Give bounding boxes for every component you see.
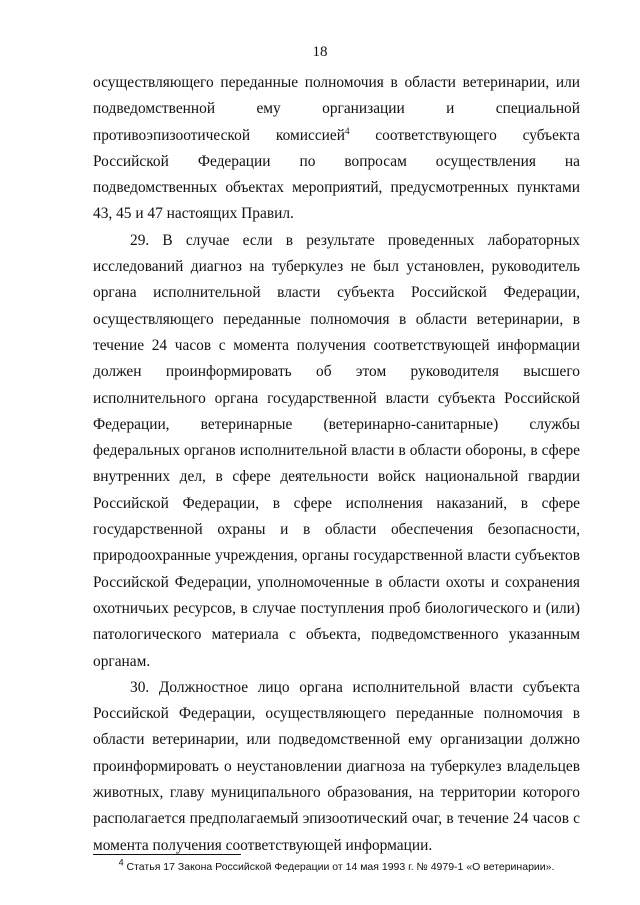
footnote (93, 857, 580, 874)
paragraph-continuation (93, 70, 580, 228)
footnote-mark: 4 (118, 857, 124, 868)
footnote-text: Статья 17 Закона Российской Федерации от 14 мая 1993 г. № 4979-1 «О ветеринарии». (123, 861, 555, 873)
footnote-divider (93, 854, 241, 855)
paragraph-30: 30. Должностное лицо органа исполнительной власти субъекта Российской Федерации, осуществляющего переданные полномочия в области ветеринарии, или подведомственной ему организации должно проинформировать о неустановлении диагноза на туберкулез владельцев животных, главу муниципального образования, на территории которого располагается предполагаемый эпизоотический очаг, в течение 24 часов с момента получения соответствующей информации. (93, 678, 580, 854)
paragraph-continuation-part-2: соответствующего субъекта Российской Федерации по вопросам осуществления на подведомственных объектах мероприятий, предусмотренных пунктами 43, 45 и 47 настоящих Правил. (93, 126, 580, 223)
footnote-reference: 4 (344, 125, 350, 136)
body-text (93, 70, 580, 859)
page-number: 18 (312, 44, 328, 60)
paragraph-29: 29. В случае если в результате проведенных лабораторных исследований диагноз на туберкулез не был установлен, руководитель органа исполнительной власти субъекта Российской Федерации, осуществляющего переданные полномочия в области ветеринарии, в течение 24 часов с момента получения соответствующей информации должен проинформировать об этом руководителя высшего исполнительного органа государственной власти субъекта Российской Федерации, ветеринарные (ветеринарно-санитарные) службы федеральных органов исполнительной власти в области обороны, в сфере внутренних дел, в сфере деятельности войск национальной гвардии Российской Федерации, в сфере исполнения наказаний, в сфере государственной охраны и в области обеспечения безопасности, природоохранные учреждения, органы государственной власти субъектов Российской Федерации, уполномоченные в области охоты и сохранения охотничьих ресурсов, в случае поступления проб биологического и (или) патологического материала с объекта, подведомственного указанным органам. (93, 231, 580, 670)
paragraph-continuation-part-1: осуществляющего переданные полномочия в области ветеринарии, или подведомственной ему организации и специальной противоэпизоотической комиссией (93, 74, 580, 144)
